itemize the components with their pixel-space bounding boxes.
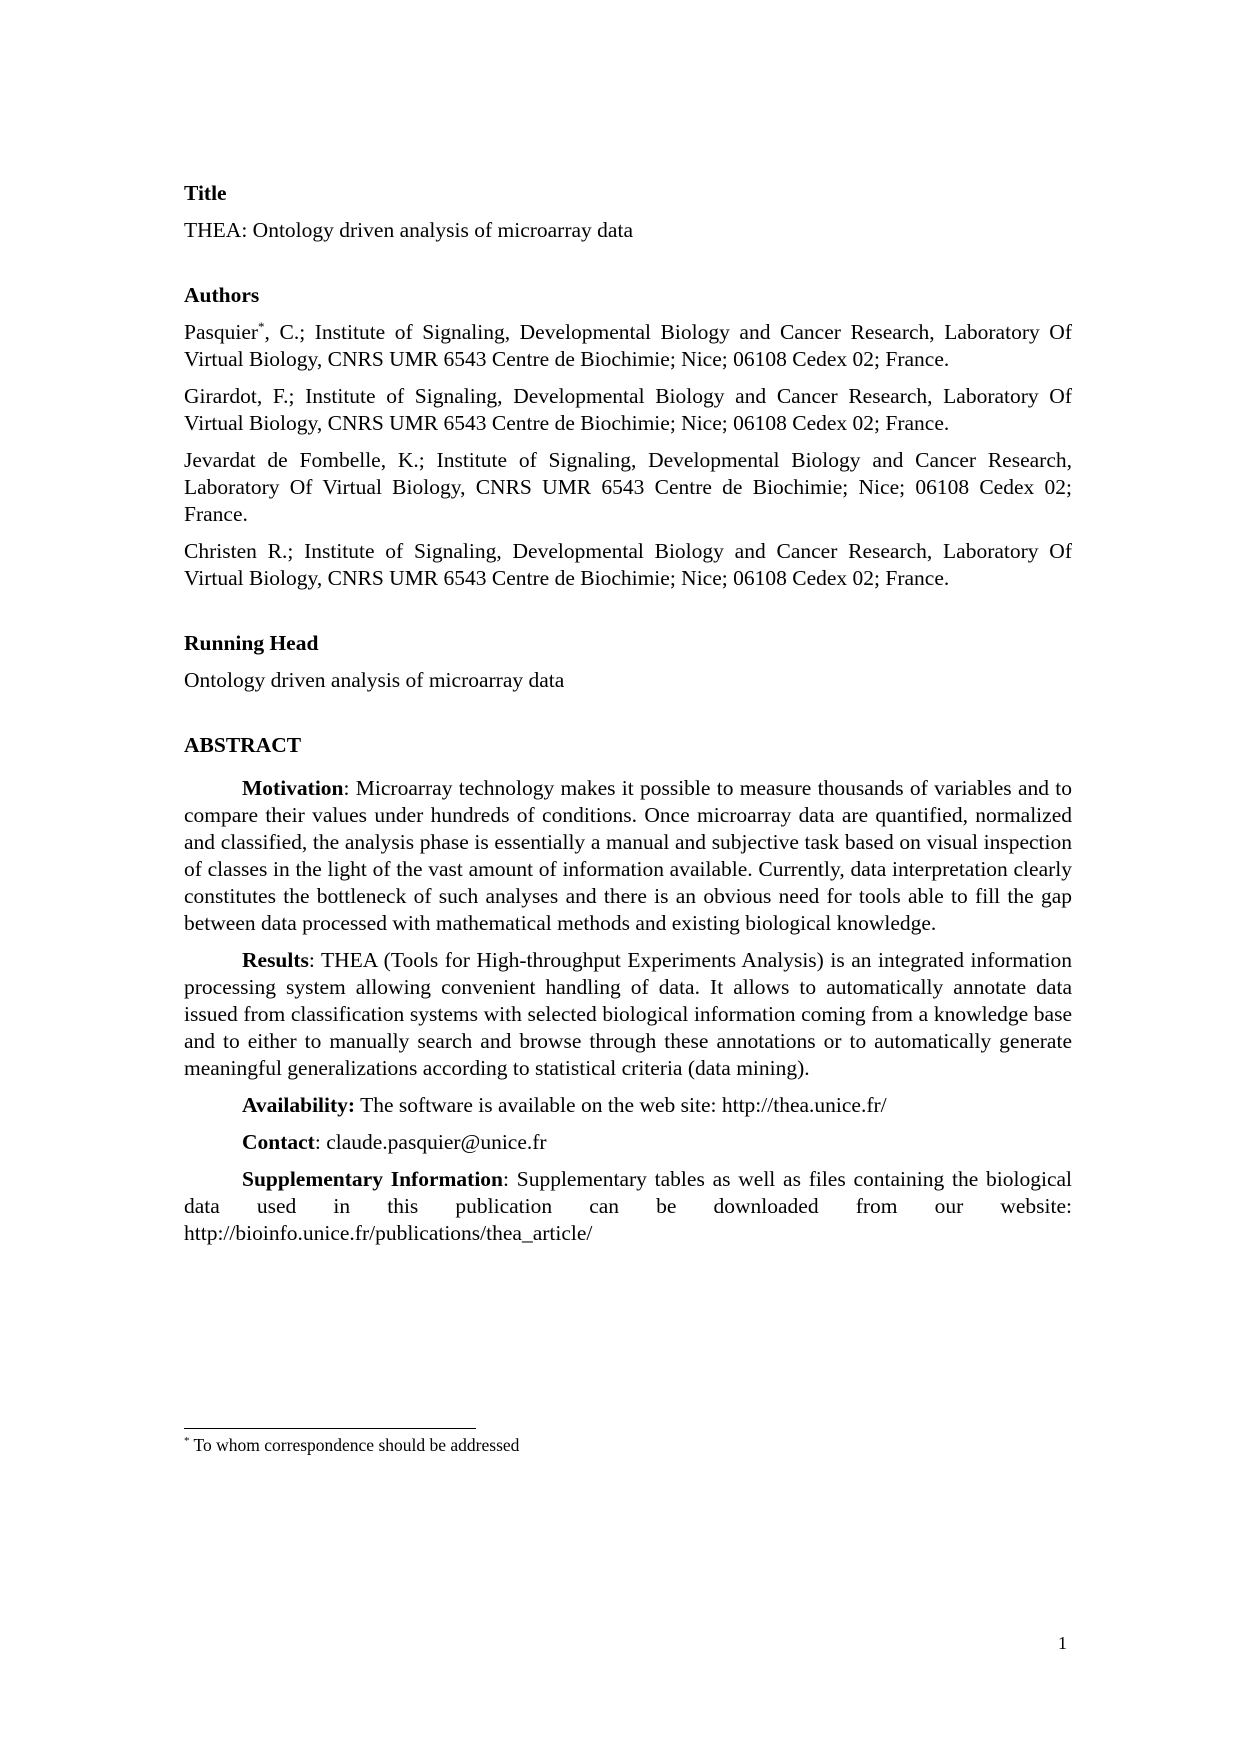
footnote	[184, 1434, 519, 1456]
abstract-motivation	[184, 775, 1072, 937]
author-name: Pasquier	[184, 320, 259, 344]
title-section	[184, 180, 1072, 244]
supplementary-label: Supplementary Information	[242, 1167, 503, 1191]
author-entry: Girardot, F.; Institute of Signaling, Developmental Biology and Cancer Research, Laboratory Of Virtual Biology, CNRS UMR 6543 Centre de Biochimie; Nice; 06108 Cedex 02; France.	[184, 384, 1072, 435]
motivation-label: Motivation	[242, 776, 344, 800]
correspondence-marker: *	[258, 318, 265, 334]
footnote-divider	[184, 1428, 476, 1429]
abstract-contact	[184, 1129, 1072, 1156]
authors-section	[184, 282, 1072, 592]
footnote-text: To whom correspondence should be addressed	[189, 1435, 520, 1455]
motivation-text: : Microarray technology makes it possible to measure thousands of variables and to compare their values under hundreds of conditions. Once microarray data are quantified, normalized and classified, the analysis phase is essentially a manual and subjective task based on visual inspection of classes in the light of the vast amount of information available. Currently, data interpretation clearly constitutes the bottleneck of such analyses and there is an obvious need for tools able to fill the gap between data processed with mathematical methods and existing biological knowledge.	[184, 776, 1072, 935]
contact-label: Contact	[242, 1130, 315, 1154]
title-heading: Title	[184, 181, 227, 205]
running-head-heading: Running Head	[184, 631, 319, 655]
availability-text: The software is available on the web site: http://thea.unice.fr/	[355, 1093, 887, 1117]
abstract-results	[184, 947, 1072, 1082]
author-entry	[184, 319, 1072, 373]
author-entry: Jevardat de Fombelle, K.; Institute of Signaling, Developmental Biology and Cancer Research, Laboratory Of Virtual Biology, CNRS UMR 6543 Centre de Biochimie; Nice; 06108 Cedex 02; France.	[184, 448, 1072, 526]
page-content	[184, 180, 1072, 1257]
running-head-text: Ontology driven analysis of microarray data	[184, 668, 565, 692]
authors-heading: Authors	[184, 283, 260, 307]
results-label: Results	[242, 948, 309, 972]
author-affiliation: , C.; Institute of Signaling, Developmental Biology and Cancer Research, Laboratory Of Virtual Biology, CNRS UMR 6543 Centre de Biochimie; Nice; 06108 Cedex 02; France.	[184, 320, 1072, 371]
availability-label: Availability:	[242, 1093, 356, 1117]
abstract-supplementary	[184, 1166, 1072, 1247]
abstract-heading: ABSTRACT	[184, 733, 302, 757]
results-text: : THEA (Tools for High-throughput Experiments Analysis) is an integrated information processing system allowing convenient handling of data. It allows to automatically annotate data issued from classification systems with selected biological information coming from a knowledge base and to either to manually search and browse through these annotations or to automatically generate meaningful generalizations according to statistical criteria (data mining).	[184, 948, 1072, 1080]
abstract-section	[184, 732, 1072, 1247]
running-head-section	[184, 630, 1072, 694]
page-number: 1	[1058, 1633, 1067, 1653]
contact-text: : claude.pasquier@unice.fr	[314, 1130, 547, 1154]
paper-title: THEA: Ontology driven analysis of microarray data	[184, 218, 633, 242]
supplementary-text: : Supplementary tables as well as files containing the biological data used in this publication can be downloaded from our website: http://bioinfo.unice.fr/publications/thea_article/	[184, 1167, 1073, 1245]
abstract-availability	[184, 1092, 1072, 1119]
footnote-marker: *	[184, 1435, 190, 1448]
author-entry: Christen R.; Institute of Signaling, Developmental Biology and Cancer Research, Laboratory Of Virtual Biology, CNRS UMR 6543 Centre de Biochimie; Nice; 06108 Cedex 02; France.	[184, 539, 1072, 590]
